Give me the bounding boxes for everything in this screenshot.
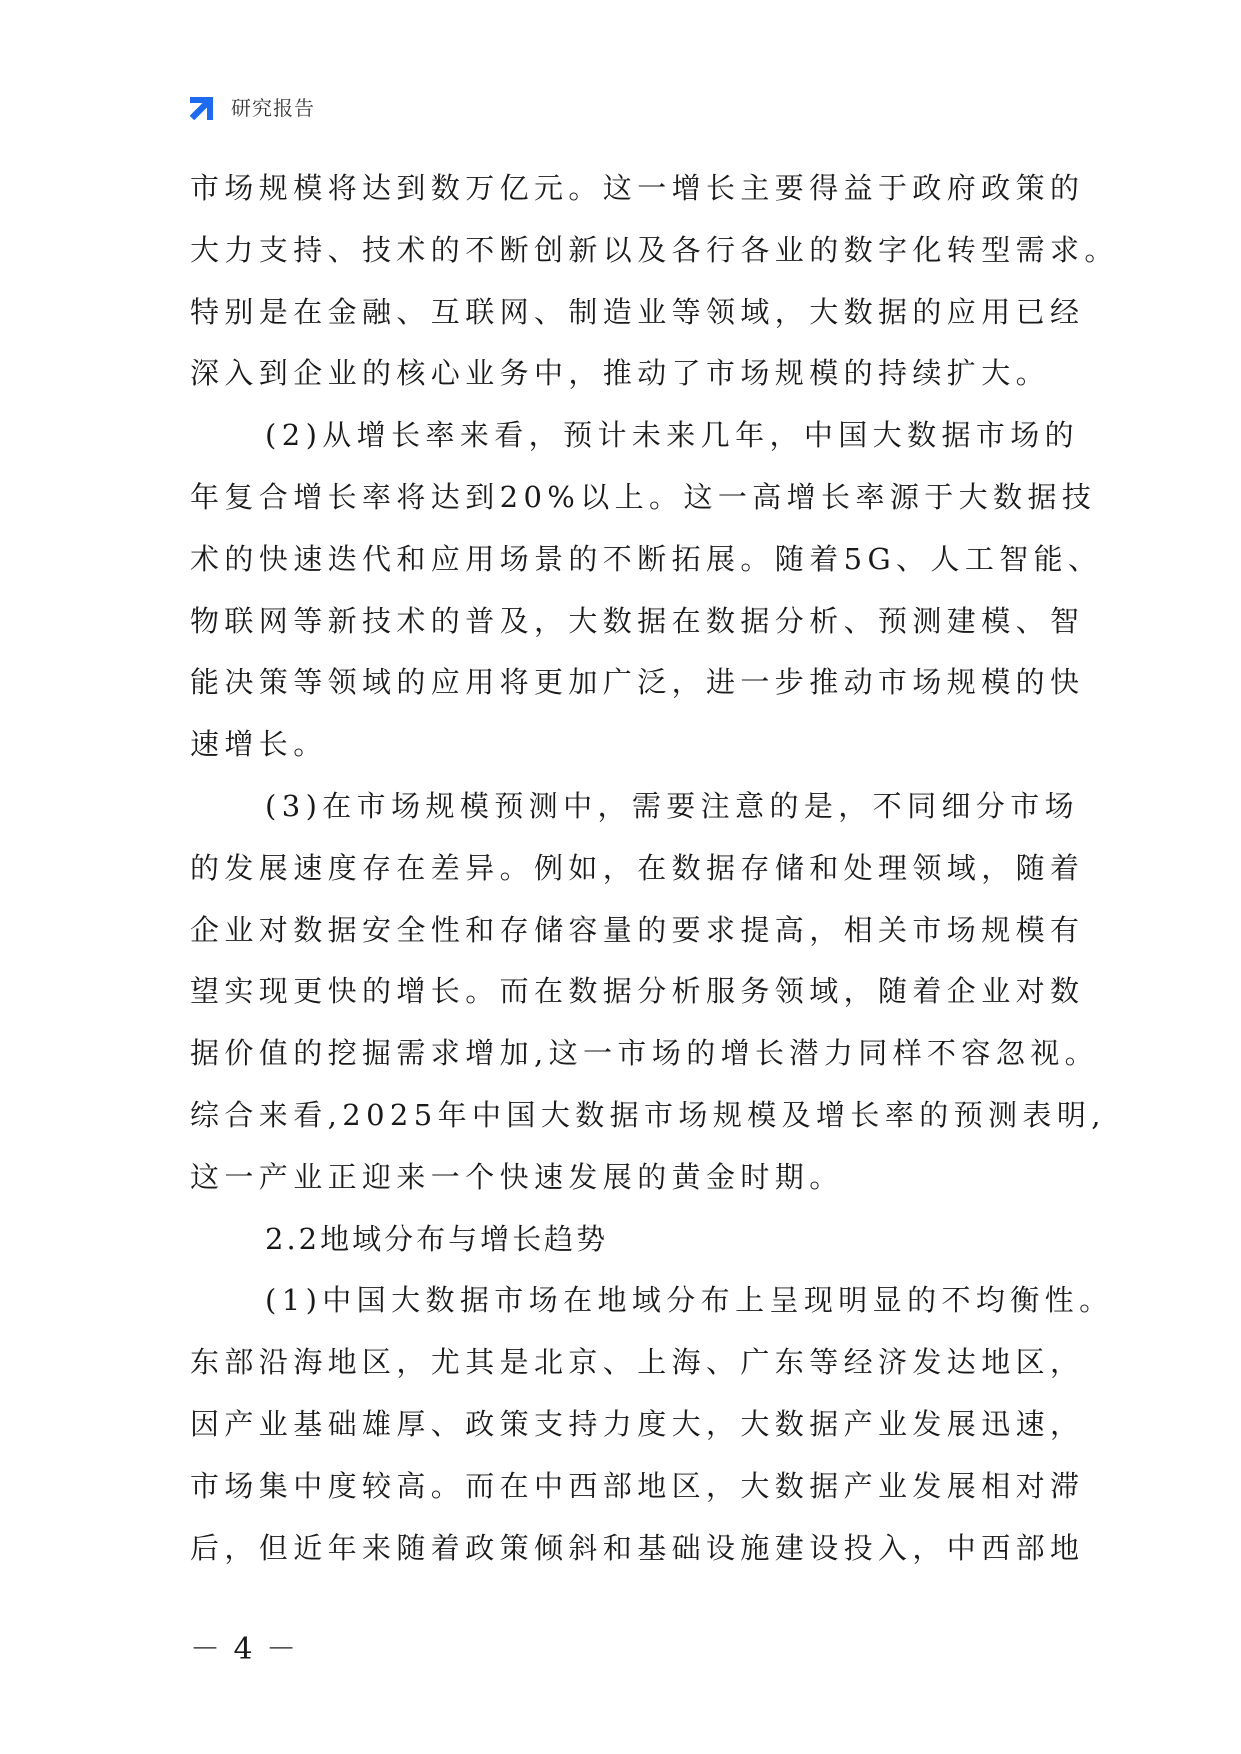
text-line: 术的快速迭代和应用场景的不断拓展。随着5G、人工智能、	[190, 541, 1103, 576]
header-title: 研究报告	[231, 95, 315, 120]
section-heading: 2.2地域分布与增长趋势	[265, 1221, 609, 1256]
text-line: 的发展速度存在差异。例如，在数据存储和处理领域，随着	[190, 850, 1085, 885]
report-header	[187, 88, 315, 124]
arrow-logo-icon	[187, 89, 221, 123]
text-line: (2)从增长率来看，预计未来几年，中国大数据市场的	[265, 418, 1080, 453]
text-line: 市场规模将达到数万亿元。这一增长主要得益于政府政策的	[190, 171, 1085, 205]
text-line: 东部沿海地区，尤其是北京、上海、广东等经济发达地区，	[190, 1345, 1085, 1380]
page-number: － 4 －	[190, 1632, 299, 1667]
text-line: (1)中国大数据市场在地域分布上呈现明显的不均衡性。	[265, 1283, 1114, 1318]
text-line: 能决策等领域的应用将更加广泛，进一步推动市场规模的快	[190, 665, 1085, 700]
text-line: 特别是在金融、互联网、制造业等领域，大数据的应用已经	[190, 294, 1085, 329]
text-line: 速增长。	[190, 727, 328, 762]
text-line: 物联网等新技术的普及，大数据在数据分析、预测建模、智	[190, 603, 1085, 638]
text-line: 市场集中度较高。而在中西部地区，大数据产业发展相对滞	[190, 1468, 1085, 1503]
text-line: 大力支持、技术的不断创新以及各行各业的数字化转型需求。	[190, 232, 1119, 267]
text-line: 综合来看,2025年中国大数据市场规模及增长率的预测表明,	[190, 1097, 1106, 1132]
text-line: 深入到企业的核心业务中，推动了市场规模的持续扩大。	[190, 356, 1051, 391]
text-line: 因产业基础雄厚、政策支持力度大，大数据产业发展迅速，	[190, 1406, 1085, 1441]
text-line: 这一产业正迎来一个快速发展的黄金时期。	[190, 1159, 844, 1194]
text-line: 望实现更快的增长。而在数据分析服务领域，随着企业对数	[190, 974, 1085, 1009]
text-line: (3)在市场规模预测中，需要注意的是，不同细分市场	[265, 788, 1080, 823]
text-line: 年复合增长率将达到20%以上。这一高增长率源于大数据技	[190, 479, 1097, 514]
text-line: 企业对数据安全性和存储容量的要求提高，相关市场规模有	[190, 912, 1085, 947]
text-line: 后，但近年来随着政策倾斜和基础设施建设投入，中西部地	[190, 1530, 1085, 1565]
text-line: 据价值的挖掘需求增加,这一市场的增长潜力同样不容忽视。	[190, 1036, 1100, 1071]
body-text	[190, 158, 1119, 1579]
